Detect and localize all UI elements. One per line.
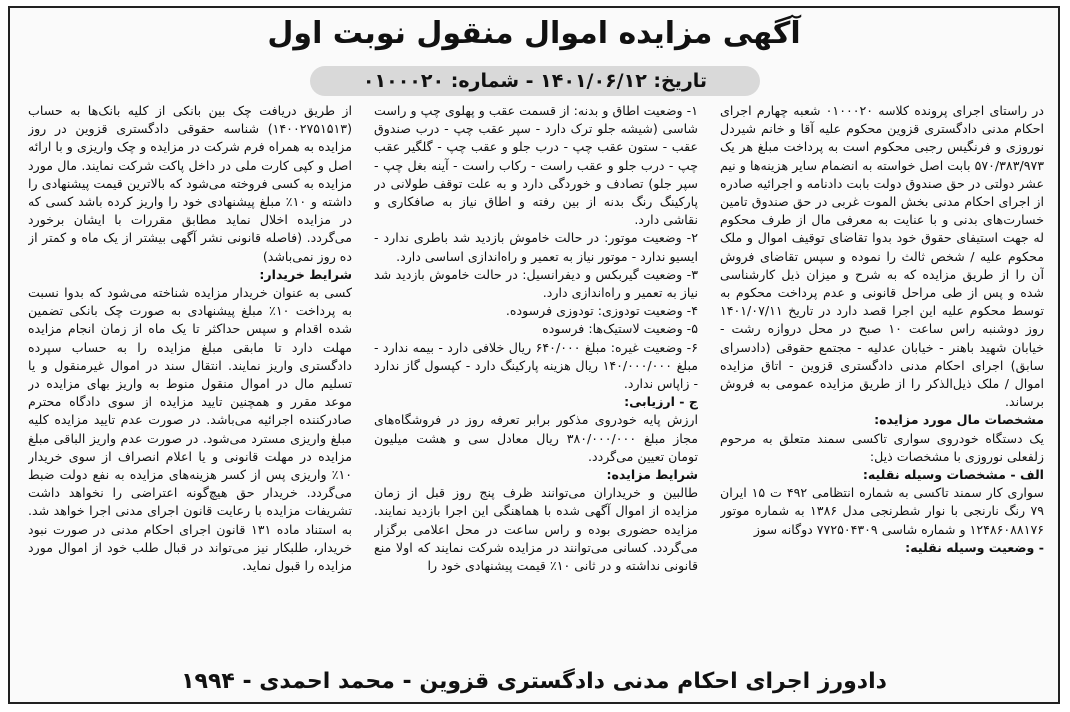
condition-item-4: ۴- وضعیت تودوزی: تودوزی فرسوده. [505, 303, 698, 319]
date-number-bar: تاریخ: ۱۴۰۱/۰۶/۱۲ - شماره: ۰۱۰۰۰۲۰ [310, 66, 760, 96]
column-left [28, 102, 352, 662]
terms-paragraph: طالبین و خریداران می‌توانند ظرف پنج روز قبل از زمان مزایده از اموال آگهی شده با هماهنگی این اجرا بازدید نمایند. مزایده حضوری بوده و راس ساعت در محل اعلامی برگزار می‌گردد. کسانی می‌توانند در مزایده شرکت نمایند که اولا منع قانونی نداشته و در ثانی ۱۰٪ قیمت پیشنهادی خود را [374, 485, 698, 574]
condition-item-1: ۱- وضعیت اطاق و بدنه: از قسمت عقب و پهلوی چپ و راست شاسی (شیشه جلو ترک دارد - سپر عقب چپ - درب صندوق عقب - ستون عقب چپ - درب جلو و عقب چپ - گلگیر عقب چپ - درب جلو و عقب راست - رکاب راست - آینه بغل چپ - سپر جلو) تصادف و خوردگی دارد و به علت توقف طولانی در پارکینگ رنگ بدنه از بین رفته و اطاق نیاز به صافکاری و نقاشی دارد. [374, 103, 698, 228]
buyer-terms-paragraph: کسی به عنوان خریدار مزایده شناخته می‌شود که بدوا نسبت به پرداخت ۱۰٪ مبلغ پیشنهادی به صورت چک بانکی تضمین شده اقدام و سپس حداکثر تا یک ماه از زمان انجام مزایده مهلت دارد تا مابقی مبلغ مزایده را به حساب سپرده دادگستری واریز نمایند. انتقال سند در اموال غیرمنقول و یا تسلیم مال در اموال منقول منوط به واریز بهای مزایده در موعد مقرر و همچنین تایید مزایده از سوی دادگاه محترم صادرکننده اجرائیه می‌باشد. در صورت عدم تایید مزایده کلیه مبلغ واریزی مسترد می‌شود. در صورت عدم واریز الباقی مبلغ مزایده در مهلت قانونی و یا اعلام انصراف از سوی خریدار ۱۰٪ واریزی پس از کسر هزینه‌های مزایده به نفع دولت ضبط می‌گردد. خریدار حق هیچ‌گونه اعتراضی را نخواهد داشت تشریفات مزایده با رعایت قانون اجرای مدنی اجرا خواهد شد. به استناد ماده ۱۳۱ قانون اجرای احکام مدنی در صورت نبود خریدار، طلبکار نیز می‌تواند در قبال طلب خود از اموال مورد مزایده را قبول نماید. [28, 285, 352, 574]
signature-footer: دادورز اجرای احکام مدنی دادگستری قزوین - محمد احمدی - ۱۹۹۴ [181, 669, 887, 694]
condition-item-2: ۲- وضعیت موتور: در حالت خاموش بازدید شد باطری ندارد - ایسیو ندارد - موتور نیاز به تعمیر و راه‌اندازی اساسی دارد. [374, 230, 698, 264]
payment-paragraph: از طریق دریافت چک بین بانکی از کلیه بانک‌ها به حساب (۱۴۰۰۲۷۵۱۵۱۳) شناسه حقوقی دادگستری قزوین در روز مزایده به همراه فرم شرکت در مزایده و چک واریزی و با ارائه اصل و کپی کارت ملی در داخل پاکت شرکت نمایند. مال مورد مزایده به کسی فروخته می‌شود که بالاترین قیمت پیشنهادی را داشته و ۱۰٪ مبلغ پیشنهادی خود را واریز کرده باشد کسی که در مزایده اخلال نماید مطابق مقررات با ایشان برخورد می‌گردد. (فاصله قانونی نشر آگهی بیشتر از یک ماه و کمتر از ده روز نمی‌باشد) [28, 103, 352, 264]
evaluation-paragraph: ارزش پایه خودروی مذکور برابر تعرفه روز در فروشگاه‌های مجاز مبلغ ۳۸۰/۰۰۰/۰۰۰ ریال معادل سی و هشت میلیون تومان تعیین می‌گردد. [374, 412, 698, 464]
text-columns [28, 102, 1044, 662]
spec-paragraph: یک دستگاه خودروی سواری تاکسی سمند متعلق به مرحوم زلفعلی نوروزی با مشخصات ذیل: [720, 430, 1044, 464]
vehicle-paragraph: سواری کار سمند تاکسی به شماره انتظامی ۴۹۲ ت ۱۵ ایران ۷۹ رنگ نارنجی با نوار شطرنجی مدل ۱۳۸۶ به شماره موتور ۱۲۴۸۶۰۸۸۱۷۶ و شماره شاسی ۷۷۲۵۰۴۳۰۹ دوگانه سوز [720, 485, 1044, 537]
announcement-sheet [8, 6, 1060, 704]
terms-heading: شرایط مزایده: [606, 467, 698, 483]
evaluation-heading: ج - ارزیابی: [624, 394, 698, 410]
condition-item-5: ۵- وضعیت لاستیک‌ها: فرسوده [542, 321, 698, 337]
buyer-terms-heading: شرایط خریدار: [259, 266, 352, 282]
column-middle [374, 102, 698, 662]
page-title: آگهی مزایده اموال منقول نوبت اول [267, 16, 801, 51]
vehicle-heading: الف - مشخصات وسیله نقلیه: [862, 467, 1044, 483]
intro-paragraph: در راستای اجرای پرونده کلاسه ۰۱۰۰۰۲۰ شعبه چهارم اجرای احکام مدنی دادگستری قزوین محکوم علیه آقا و خانم شیردل نوروزی و فرنگیس رجبی محکوم است به پرداخت مبلغ هر یک ۵۷۰/۳۸۳/۹۷۳ بابت اصل خواسته به انضمام سایر هزینه‌ها و نیم عشر دولتی در حق صندوق دولت بابت دادنامه و اجرائیه صادره از اجرای احکام مدنی بخش الموت غربی در حق صندوق تامین خسارت‌های بدنی و با عنایت به معرفی مال از طرف محکوم له جهت استیفای حقوق خود بدوا تقاضای توقیف اموال و ملک محکوم علیه / شخص ثالث را نموده و سپس تقاضای فروش آن را از طریق مزایده که به شرح و میزان ذیل کارشناسی شده و پس از طی مراحل قانونی و عدم پرداخت محکوم به توسط محکوم علیه این اجرا قصد دارد در تاریخ ۱۴۰۱/۰۷/۱۱ روز دوشنبه راس ساعت ۱۰ صبح در محل دروازه رشت - خیابان شهید باهنر - خیابان عدلیه - مجتمع حقوقی (دادسرای سابق) اجرای احکام مدنی دادگستری قزوین - اتاق مزایده اموال / ملک ذیل‌الذکر را از طریق مزایده عمومی به فروش برساند. [720, 103, 1044, 410]
spec-heading: مشخصات مال مورد مزایده: [874, 412, 1044, 428]
condition-item-6: ۶- وضعیت غیره: مبلغ ۶۴۰/۰۰۰ ریال خلافی دارد - بیمه ندارد - مبلغ ۱۴۰/۰۰۰/۰۰۰ ریال هزینه پارکینگ دارد - کپسول گاز ندارد - زاپاس ندارد. [374, 339, 698, 392]
column-right [720, 102, 1044, 662]
condition-item-3: ۳- وضعیت گیربکس و دیفرانسیل: در حالت خاموش بازدید شد نیاز به تعمیر و راه‌اندازی دارد. [374, 266, 698, 301]
status-heading: - وضعیت وسیله نقلیه: [905, 539, 1044, 555]
